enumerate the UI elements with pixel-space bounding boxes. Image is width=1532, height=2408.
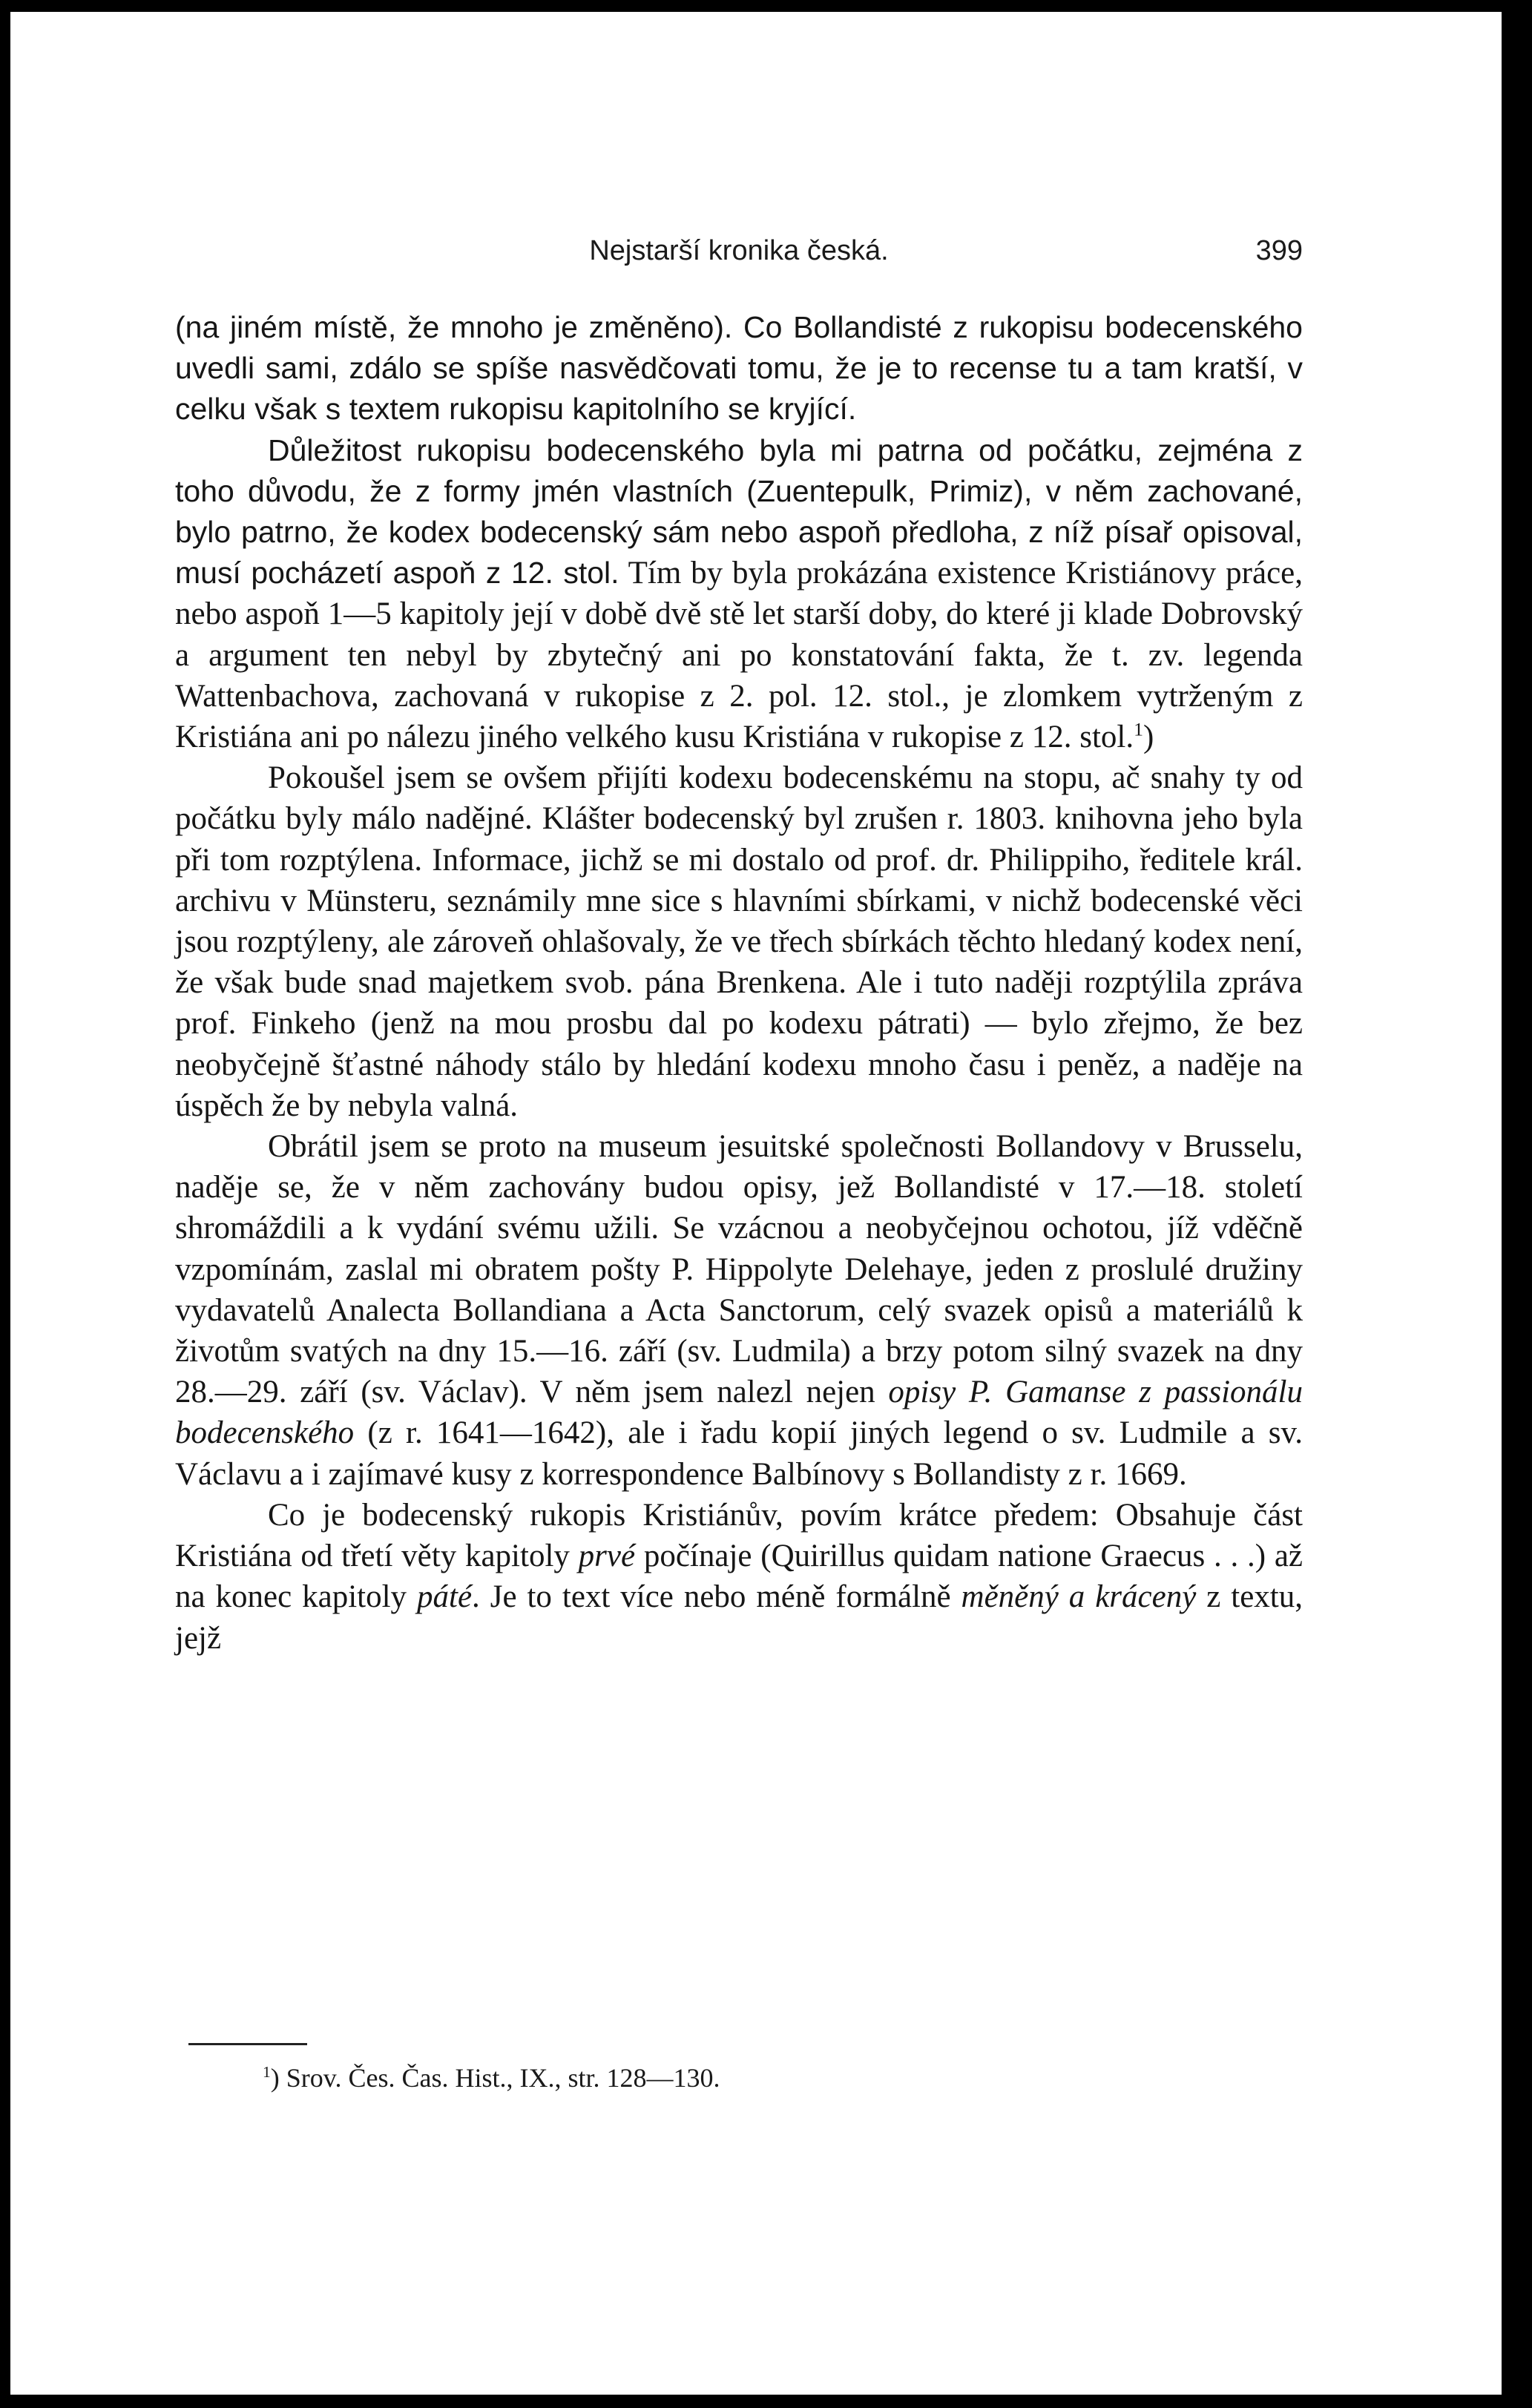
body-text [175, 307, 1303, 1659]
paragraph: Důležitost rukopisu bodecenského byla mi patrna od počátku, zejména z toho důvodu, že z formy jmén vlastních (Zuentepulk, Primiz), v něm zachované, bylo patrno, že kodex bodecenský sám nebo aspoň předloha, z níž písař opisoval, musí pocházetí aspoň z 12. stol. Tím by byla prokázána existence Kristiánovy práce, nebo aspoň 1—5 kapitoly její v době dvě stě let starší doby, do které ji klade Dobrovský a argument ten nebyl by zbytečný ani po konstatování fakta, že t. zv. legenda Wattenbachova, zachovaná v rukopise z 2. pol. 12. stol., je zlomkem vytrženým z Kristiána ani po nálezu jiného velkého kusu Kristiána v rukopise z 12. stol.$^1$) [175, 432, 1303, 755]
italic-phrase: opisy P. Gamanse z passionálu bodecenského [175, 1375, 1303, 1451]
italic-phrase: páté [417, 1579, 473, 1615]
footnote-rule [188, 2043, 307, 2045]
paragraph: Pokoušel jsem se ovšem přijíti kodexu bodecenskému na stopu, ač snahy ty od počátku byly málo nadějné. Klášter bodecenský byl zrušen r. 1803. knihovna jeho byla při tom rozptýlena. Informace, jichž se mi dostalo od prof. dr. Philippiho, ředitele král. archivu v Münsteru, seznámily mne sice s hlavními sbírkami, v nichž bodecenské věci jsou rozptýleny, ale zároveň ohlašovaly, že ve třech sbírkách těchto hledaný kodex není, že však bude snad majetkem svob. pána Brenkena. Ale i tuto naději rozptýlila zpráva prof. Finkeho (jenž na mou prosbu dal po kodexu pátrati) — bylo zřejmo, že bez neobyčejně šťastné náhody stálo by hledání kodexu mnoho času i peněz, a naděje na úspěch že by nebyla valná. [175, 760, 1303, 1123]
page-number: 399 [1255, 235, 1303, 266]
paragraph: Co je bodecenský rukopis Kristiánův, povím krátce předem: Obsahuje část Kristiána od třetí věty kapitoly prvé počínaje (Quirillus quidam natione Graecus . . .) až na konec kapitoly páté. Je to text více nebo méně formálně měněný a krácený z textu, jejž [175, 1497, 1303, 1656]
footnote-text: ) Srov. Čes. Čas. Hist., IX., str. 128—130. [270, 2063, 720, 2093]
page-header [175, 228, 1303, 273]
italic-phrase: prvé [578, 1539, 636, 1574]
paragraph: (na jiném místě, že mnoho je změněno). Co Bollandisté z rukopisu bodecenského uvedli sami, zdálo se spíše nasvědčovati tomu, že je to recense tu a tam kratší, v celku však s textem rukopisu kapitolního se kryjící. [175, 310, 1303, 427]
running-title: Nejstarší kronika česká. [589, 235, 889, 266]
italic-phrase: měněný a krácený [961, 1579, 1197, 1615]
book-page [10, 12, 1502, 2395]
footnote [263, 2059, 720, 2096]
footnote-marker: 1 [263, 2063, 271, 2081]
paragraph: Obrátil jsem se proto na museum jesuitské společnosti Bollandovy v Brusselu, naděje se, že v něm zachovány budou opisy, jež Bollandisté v 17.—18. století shromáždili a k vydání svému užili. Se vzácnou a neobyčejnou ochotou, jíž vděčně vzpomínám, zaslal mi obratem pošty P. Hippolyte Delehaye, jeden z proslulé družiny vydavatelů Analecta Bollandiana a Acta Sanctorum, celý svazek opisů a materiálů k životům svatých na dny 15.—16. září (sv. Ludmila) a brzy potom silný svazek na dny 28.—29. září (sv. Václav). V něm jsem nalezl nejen opisy P. Gamanse z passionálu bodecenského (z r. 1641—1642), ale i řadu kopií jiných legend o sv. Ludmile a sv. Václavu a i zajímavé kusy z korrespondence Balbínovy s Bollandisty z r. 1669. [175, 1129, 1303, 1492]
footnote-ref: 1 [1134, 718, 1144, 740]
